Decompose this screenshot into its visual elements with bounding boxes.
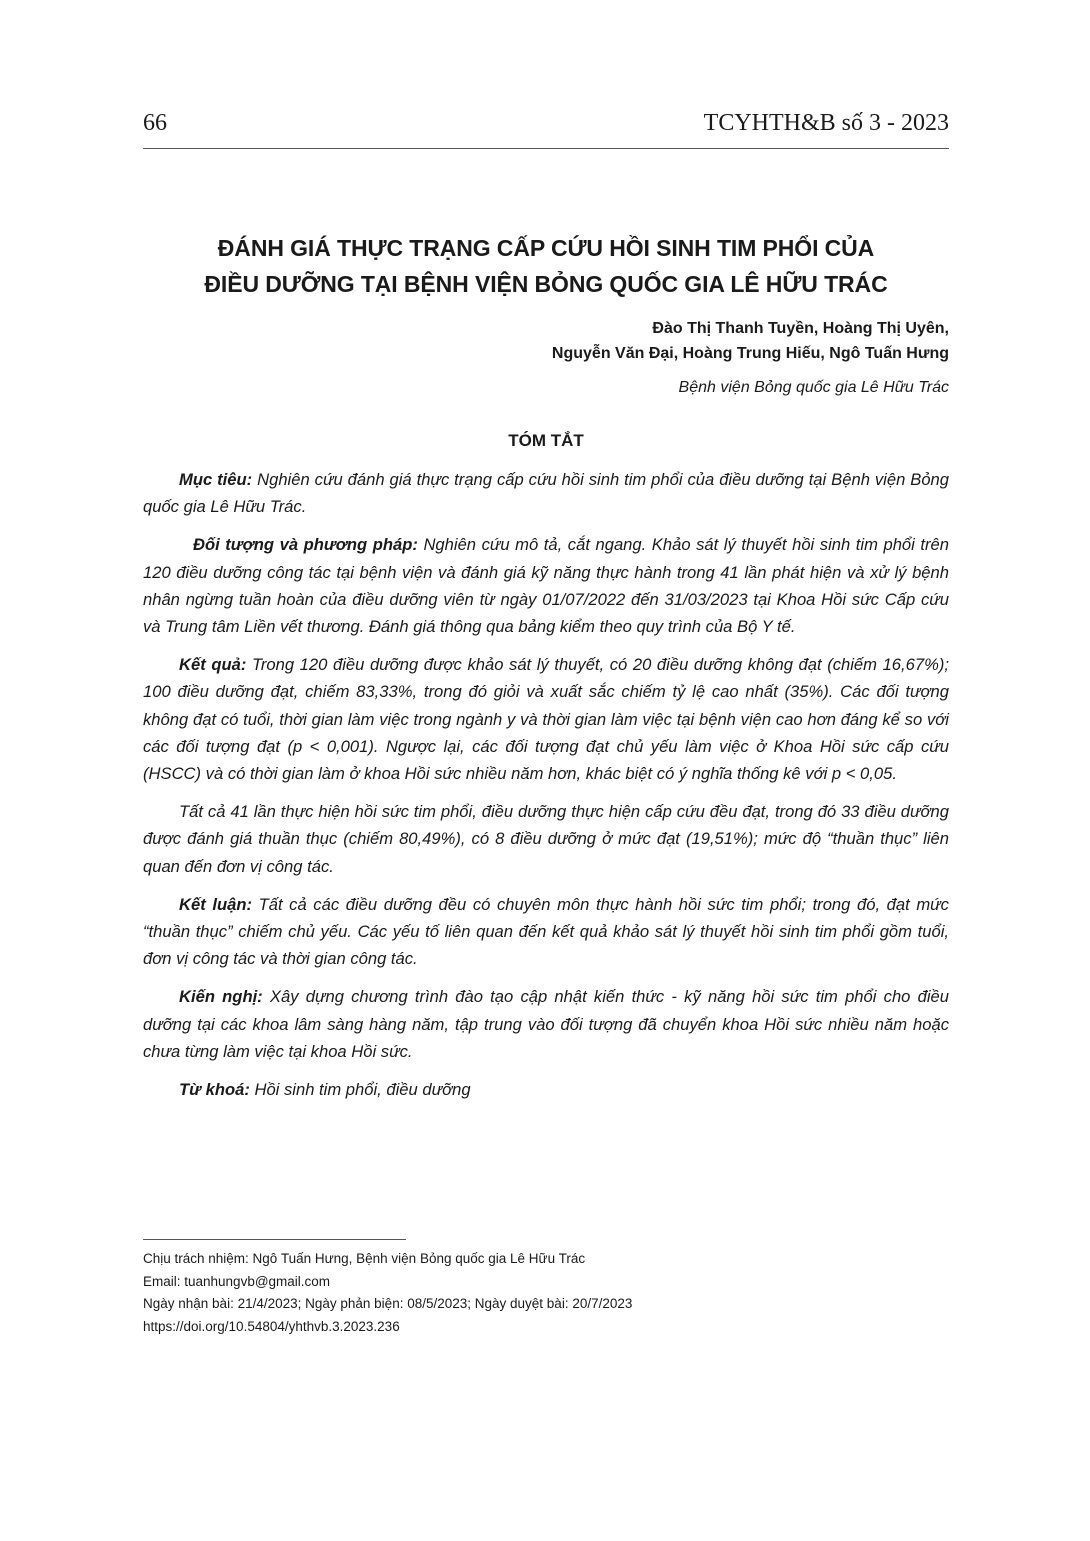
- footnote-email: Email: tuanhungvb@gmail.com: [143, 1273, 331, 1289]
- section-text: Xây dựng chương trình đào tạo cập nhật kiến thức - kỹ năng hồi sức tim phổi cho điều dưỡng tại các khoa lâm sàng hàng năm, tập trung vào đối tượng đã chuyển khoa Hồi sức nhiều năm hoặc chưa từng làm việc tại khoa Hồi sức.: [143, 987, 949, 1061]
- author-affiliation: Bệnh viện Bỏng quốc gia Lê Hữu Trác: [678, 379, 949, 396]
- footnotes: [143, 1248, 949, 1338]
- article-title-line-2: ĐIỀU DƯỠNG TẠI BỆNH VIỆN BỎNG QUỐC GIA LÊ HỮU TRÁC: [204, 271, 888, 297]
- section-text: Tất cả các điều dưỡng đều có chuyên môn thực hành hồi sức tim phổi; trong đó, đạt mức “thuần thục” chiếm chủ yếu. Các yếu tố liên quan đến kết quả khảo sát lý thuyết hồi sinh tim phổi gồm tuổi, đơn vị công tác và thời gian công tác.: [143, 894, 949, 969]
- section-text: Trong 120 điều dưỡng được khảo sát lý thuyết, có 20 điều dưỡng không đạt (chiếm 16,67%); 100 điều dưỡng đạt, chiếm 83,33%, trong đó giỏi và xuất sắc chiếm tỷ lệ cao nhất (35%). Các đối tượng không đạt có tuổi, thời gian làm việc trong ngành y và thời gian làm việc tại bệnh viện cao hơn đáng kể so với các đối tượng đạt (p < 0,001). Ngược lại, các đối tượng đạt chủ yếu làm việc ở Khoa Hồi sức cấp cứu (HSCC) và có thời gian làm ở khoa Hồi sức nhiều năm hơn, khác biệt có ý nghĩa thống kê với p < 0,05.: [143, 655, 949, 784]
- footnote-divider: [143, 1239, 406, 1240]
- abstract-conclusion: [143, 891, 949, 973]
- author-line-1: Đào Thị Thanh Tuyền, Hoàng Thị Uyên,: [652, 320, 949, 337]
- abstract-recommendation: [143, 983, 949, 1065]
- abstract-methods: [143, 531, 949, 640]
- abstract-results-continued: [143, 798, 949, 880]
- article-title: [143, 230, 949, 302]
- article-title-line-1: ĐÁNH GIÁ THỰC TRẠNG CẤP CỨU HỒI SINH TIM PHỔI CỦA: [217, 235, 875, 261]
- abstract-objective: [143, 466, 949, 520]
- footnote-dates: Ngày nhận bài: 21/4/2023; Ngày phản biện: 08/5/2023; Ngày duyệt bài: 20/7/2023: [143, 1296, 633, 1311]
- section-label: Mục tiêu:: [179, 470, 253, 489]
- section-text: Hồi sinh tim phổi, điều dưỡng: [249, 1080, 471, 1100]
- author-line-2: Nguyễn Văn Đại, Hoàng Trung Hiếu, Ngô Tuấn Hưng: [551, 345, 949, 362]
- section-label: Kết quả:: [179, 655, 247, 675]
- section-label: Kiến nghị:: [179, 987, 263, 1007]
- section-text: Nghiên cứu mô tả, cắt ngang. Khảo sát lý thuyết hồi sinh tim phổi trên 120 điều dưỡng công tác tại bệnh viện và đánh giá kỹ năng thực hành trong 41 lần phát hiện và xử lý bệnh nhân ngừng tuần hoàn của điều dưỡng viên từ ngày 01/07/2022 đến 31/03/2023 tại Khoa Hồi sức Cấp cứu và Trung tâm Liền vết thương. Đánh giá thông qua bảng kiểm theo quy trình của Bộ Y tế.: [143, 535, 949, 637]
- abstract-body: [143, 466, 949, 1114]
- section-label: Kết luận:: [179, 894, 252, 914]
- section-label: Từ khoá:: [179, 1080, 250, 1100]
- section-label: Đối tượng và phương pháp:: [193, 535, 418, 555]
- running-header: [143, 108, 949, 138]
- header-divider: [143, 148, 949, 149]
- abstract-keywords: [143, 1076, 949, 1103]
- journal-issue: TCYHTH&B số 3 - 2023: [703, 110, 949, 136]
- author-list: [143, 316, 949, 366]
- paper-page: [143, 0, 949, 1541]
- section-text: Tất cả 41 lần thực hiện hồi sức tim phổi, điều dưỡng thực hiện cấp cứu đều đạt, trong đó 33 điều dưỡng được đánh giá thuần thục (chiếm 80,49%), có 8 điều dưỡng ở mức đạt (19,51%); mức độ “thuần thục” liên quan đến đơn vị công tác.: [143, 802, 949, 876]
- page-number: 66: [143, 110, 167, 136]
- footnote-doi: https://doi.org/10.54804/yhthvb.3.2023.236: [143, 1318, 400, 1334]
- abstract-results: [143, 651, 949, 787]
- section-text: Nghiên cứu đánh giá thực trạng cấp cứu hồi sinh tim phổi của điều dưỡng tại Bệnh viện Bỏng quốc gia Lê Hữu Trác.: [143, 470, 950, 517]
- footnote-responsible: Chịu trách nhiệm: Ngô Tuấn Hưng, Bệnh viện Bỏng quốc gia Lê Hữu Trác: [143, 1251, 586, 1266]
- abstract-heading: TÓM TẮT: [508, 431, 584, 450]
